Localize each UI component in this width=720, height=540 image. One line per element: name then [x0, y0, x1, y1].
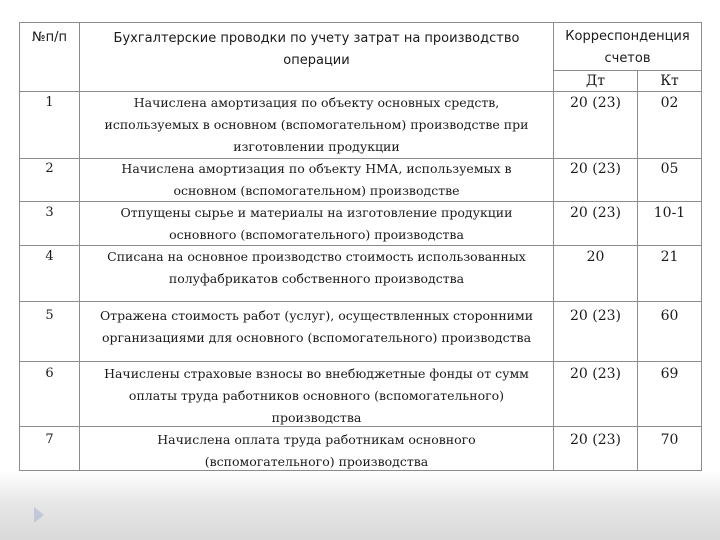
- row-number: [20, 158, 79, 180]
- row-operation-line: Списана на основное производство стоимость использованных: [107, 249, 526, 264]
- header-number-text: №п/п: [32, 30, 67, 45]
- row-number-text: 5: [45, 308, 54, 323]
- row-operation-line: Начислена амортизация по объекту НМА, используемых в: [121, 161, 512, 176]
- row-debit: [554, 363, 637, 385]
- row-debit-text: 20 (23): [569, 366, 621, 382]
- header-correspondence: [554, 26, 701, 70]
- row-operation-line: изготовлении продукции: [233, 139, 400, 154]
- row-debit-text: 20: [586, 249, 605, 265]
- row-operation-line: Отражена стоимость работ (услуг), осуществленных сторонними: [99, 308, 534, 323]
- row-credit-text: 02: [660, 95, 679, 111]
- row-credit-text: 69: [660, 366, 679, 382]
- row-number-text: 6: [45, 366, 54, 381]
- row-operation-line: Начислена амортизация по объекту основных средств,: [133, 95, 500, 110]
- row-operation: [80, 158, 553, 202]
- row-number: [20, 305, 79, 327]
- row-number: [20, 202, 79, 224]
- row-debit-text: 20 (23): [569, 432, 621, 448]
- row-debit: [554, 246, 637, 268]
- row-credit-text: 21: [660, 249, 679, 265]
- row-number-text: 7: [45, 432, 54, 447]
- row-operation-line: (вспомогательного) производства: [204, 454, 429, 469]
- row-debit-text: 20 (23): [569, 205, 621, 221]
- row-credit: [638, 202, 701, 224]
- row-credit-text: 10-1: [653, 205, 686, 221]
- row-operation: [80, 246, 553, 290]
- row-operation-line: производства: [271, 410, 362, 425]
- row-credit-text: 05: [660, 161, 679, 177]
- row-credit: [638, 158, 701, 180]
- row-debit: [554, 429, 637, 451]
- row-debit-text: 20 (23): [569, 95, 621, 111]
- row-operation-line: полуфабрикатов собственного производства: [168, 271, 465, 286]
- row-operation-line: используемых в основном (вспомогательном) производстве при: [104, 117, 529, 132]
- row-operation-line: Начислены страховые взносы во внебюджетные фонды от сумм: [104, 366, 529, 381]
- row-debit: [554, 305, 637, 327]
- row-debit: [554, 202, 637, 224]
- row-credit: [638, 429, 701, 451]
- row-credit: [638, 305, 701, 327]
- row-number-text: 1: [45, 95, 54, 110]
- row-operation-line: Отпущены сырье и материалы на изготовление продукции: [120, 205, 513, 220]
- row-operation-line: основном (вспомогательном) производстве: [173, 183, 460, 198]
- row-number: [20, 246, 79, 268]
- row-operation: [80, 202, 553, 246]
- header-credit-text: Кт: [660, 73, 679, 89]
- header-correspondence-line2: счетов: [604, 51, 651, 66]
- row-operation-line: основного (вспомогательного) производства: [169, 227, 464, 242]
- header-credit: [638, 70, 701, 92]
- row-number-text: 4: [45, 249, 54, 264]
- header-number: [20, 26, 79, 50]
- header-operation-line1: Бухгалтерские проводки по учету затрат на производство: [113, 31, 520, 46]
- row-debit: [554, 158, 637, 180]
- row-operation: [80, 305, 553, 349]
- row-operation: [80, 92, 553, 158]
- row-operation: [80, 363, 553, 429]
- row-operation-line: Начислена оплата труда работникам основного: [157, 432, 476, 447]
- row-number: [20, 429, 79, 451]
- header-operation-line2: операции: [283, 53, 350, 68]
- next-slide-arrow-icon[interactable]: [34, 507, 44, 523]
- row-credit: [638, 92, 701, 114]
- header-debit-text: Дт: [585, 73, 606, 89]
- row-credit-text: 70: [660, 432, 679, 448]
- header-debit: [554, 70, 637, 92]
- row-number-text: 3: [45, 205, 54, 220]
- header-correspondence-line1: Корреспонденция: [565, 29, 690, 44]
- row-number: [20, 363, 79, 385]
- row-operation: [80, 429, 553, 473]
- row-operation-line: организациями для основного (вспомогательного) производства: [101, 330, 532, 345]
- row-debit: [554, 92, 637, 114]
- row-debit-text: 20 (23): [569, 161, 621, 177]
- row-number-text: 2: [45, 161, 54, 176]
- row-credit-text: 60: [660, 308, 679, 324]
- header-operation: [80, 26, 553, 74]
- row-debit-text: 20 (23): [569, 308, 621, 324]
- row-operation-line: оплаты труда работников основного (вспомогательного): [128, 388, 505, 403]
- row-credit: [638, 246, 701, 268]
- row-number: [20, 92, 79, 114]
- row-credit: [638, 363, 701, 385]
